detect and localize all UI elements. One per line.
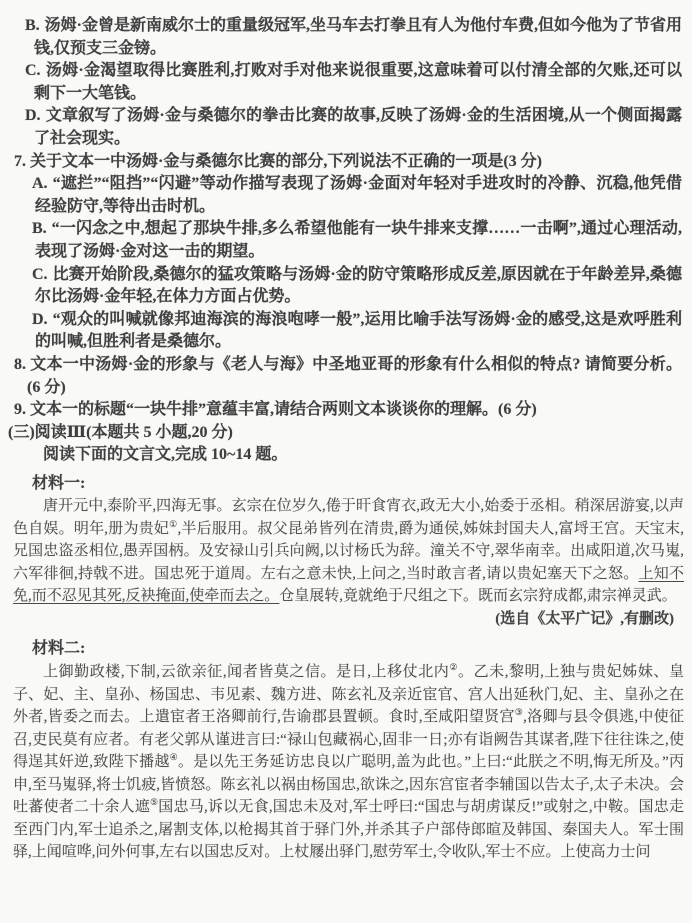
- section-3-heading: (三)阅读Ⅲ(本题共 5 小题,20 分): [8, 423, 233, 441]
- text-segment: 唐开元中,泰阶平,四海无事。玄宗在位岁久,倦于旰食宵衣,政无大小,始委于丞相。稍深居游宴,以声色自娱。明年,册为贵妃: [13, 498, 684, 537]
- text-segment: ,半后服用。叔父昆弟皆列在清贵,爵为通侯,姊妹封国夫人,富埒王宫。天宝末,兄国忠盗丞相位,愚弄国柄。及安禄山引兵向阙,以讨杨氏为辞。潼关不守,翠华南幸。出咸阳道,次马嵬,六军徘徊,持戟不进。国忠死于道周。左右之意未快,上问之,当时敢言者,请以贵妃塞天下之怒。: [13, 520, 684, 582]
- option-label: D.: [25, 107, 41, 125]
- source-attribution: (选自《太平广记》,有删改): [495, 610, 674, 627]
- option-label: B.: [32, 220, 47, 238]
- material-2-label: 材料二:: [32, 640, 86, 658]
- option-text: 汤姆·金曾是新南威尔士的重量级冠军,坐马车去打拳且有人为他付车费,但如今他为了节省用钱,仅预支三金镑。: [34, 17, 683, 57]
- question-number: 8.: [14, 355, 26, 373]
- option-label: A.: [32, 175, 48, 193]
- question-7-option-b: [32, 218, 682, 263]
- material-1-label: 材料一:: [32, 474, 86, 492]
- question-8: [14, 354, 682, 399]
- question-7-option-c: [32, 264, 682, 309]
- question-number: 9.: [14, 401, 26, 419]
- material-1-paragraph: [13, 495, 684, 608]
- underlined-segment: 上知不免,而不忍见其死,反袂掩面,使牵而去之。: [13, 565, 684, 605]
- footnote-marker-5: ⑤: [150, 797, 159, 808]
- option-text: “遮拦”“阻挡”“闪避”等动作描写表现了汤姆·金面对年轻对手进攻时的冷静、沉稳,他凭借经验防守,等待出击时机。: [35, 175, 682, 215]
- option-text: “一闪念之中,想起了那块牛排,多么希望他能有一块牛排来支撑……一击啊”,通过心理活动,表现了汤姆·金对这一击的期望。: [35, 220, 682, 260]
- text-segment: 上御勤政楼,下制,云欲亲征,闻者皆莫之信。是日,上移仗北内: [43, 664, 450, 681]
- option-label: C.: [32, 265, 48, 283]
- question-text: 关于文本一中汤姆·金与桑德尔比赛的部分,下列说法不正确的一项是(3 分): [30, 152, 542, 170]
- material-2-paragraph: [13, 661, 684, 864]
- text-segment: 仓皇展转,竟就绝于尺组之下。既而玄宗狩成都,肃宗禅灵武。: [279, 588, 677, 605]
- footnote-marker-3: ③: [514, 707, 524, 718]
- option-row-c: [25, 60, 682, 105]
- text-segment: 国忠马,诉以无食,国忠未及对,军士呼曰:“国忠与胡虏谋反!”或射之,中鞍。国忠走至西门内,军士追杀之,屠割支体,以枪揭其首于驿门外,并杀其子户部侍郎暄及韩国、秦国夫人。军士围驿,上闻喧哗,问外何事,左右以国忠反对。上杖屦出驿门,慰劳军士,令收队,军士不应。上使高力士问: [13, 799, 684, 861]
- option-text: 文章叙写了汤姆·金与桑德尔的拳击比赛的故事,反映了汤姆·金的生活困境,从一个侧面揭露了社会现实。: [34, 107, 682, 147]
- option-text: “观众的叫喊就像邦迪海滨的海浪咆哮一般”,运用比喻手法写汤姆·金的感受,这是欢呼胜利的叫喊,但胜利者是桑德尔。: [35, 310, 682, 351]
- option-text: 汤姆·金渴望取得比赛胜利,打败对手对他来说很重要,这意味着可以付清全部的欠账,还可以剩下一大笔钱。: [34, 62, 682, 102]
- reading-instruction: 阅读下面的文言文,完成 10~14 题。: [43, 446, 288, 464]
- question-text: 文本一的标题“一块牛排”意蕴丰富,请结合两则文本谈谈你的理解。(6 分): [30, 401, 537, 419]
- question-9: [14, 399, 682, 422]
- option-text: 比赛开始阶段,桑德尔的猛攻策略与汤姆·金的防守策略形成反差,原因就在于年龄差异,桑德尔比汤姆·金年轻,在体力方面占优势。: [35, 265, 682, 306]
- text-segment: 。是以先王务延访忠良以广聪明,盖为此也。”上曰:“此朕之不明,悔无所及。”丙申,至马嵬驿,将士饥疲,皆愤怒。陈玄礼以祸由杨国忠,欲诛之,因东宫宦者李辅国以告太子,太子未决。会吐蕃使者二十余人遮: [13, 754, 684, 816]
- option-label: C.: [25, 62, 41, 80]
- text-segment: ,洛卿与县令俱逃,中使征召,吏民莫有应者。有老父郭从谨进言曰:“禄山包藏祸心,固非一日;亦有诣阙告其谋者,陛下往往诛之,使得逞其奸逆,致陛下播越: [13, 709, 684, 771]
- option-row-b: [25, 15, 683, 60]
- footnote-marker-4: ④: [169, 752, 178, 763]
- question-7-stem: [14, 151, 682, 174]
- option-label: B.: [25, 17, 40, 34]
- question-7-option-a: [32, 173, 682, 218]
- question-7-option-d: [32, 309, 682, 354]
- question-number: 7.: [14, 152, 26, 170]
- option-row-d: [25, 105, 682, 150]
- footnote-marker-2: ②: [449, 662, 459, 673]
- footnote-marker-1: ①: [169, 518, 178, 529]
- text-segment: 。乙未,黎明,上独与贵妃姊妹、皇子、妃、主、皇孙、杨国忠、韦见素、魏方进、陈玄礼及亲近宦官、宫人出延秋门,妃、主、皇孙之在外者,皆委之而去。上遣宦者王洛卿前行,告谕郡县置顿。食时,至咸阳望贤宫: [13, 664, 684, 726]
- question-text: 文本一中汤姆·金的形象与《老人与海》中圣地亚哥的形象有什么相似的特点? 请简要分析。(6 分): [27, 355, 682, 396]
- option-label: D.: [32, 310, 48, 328]
